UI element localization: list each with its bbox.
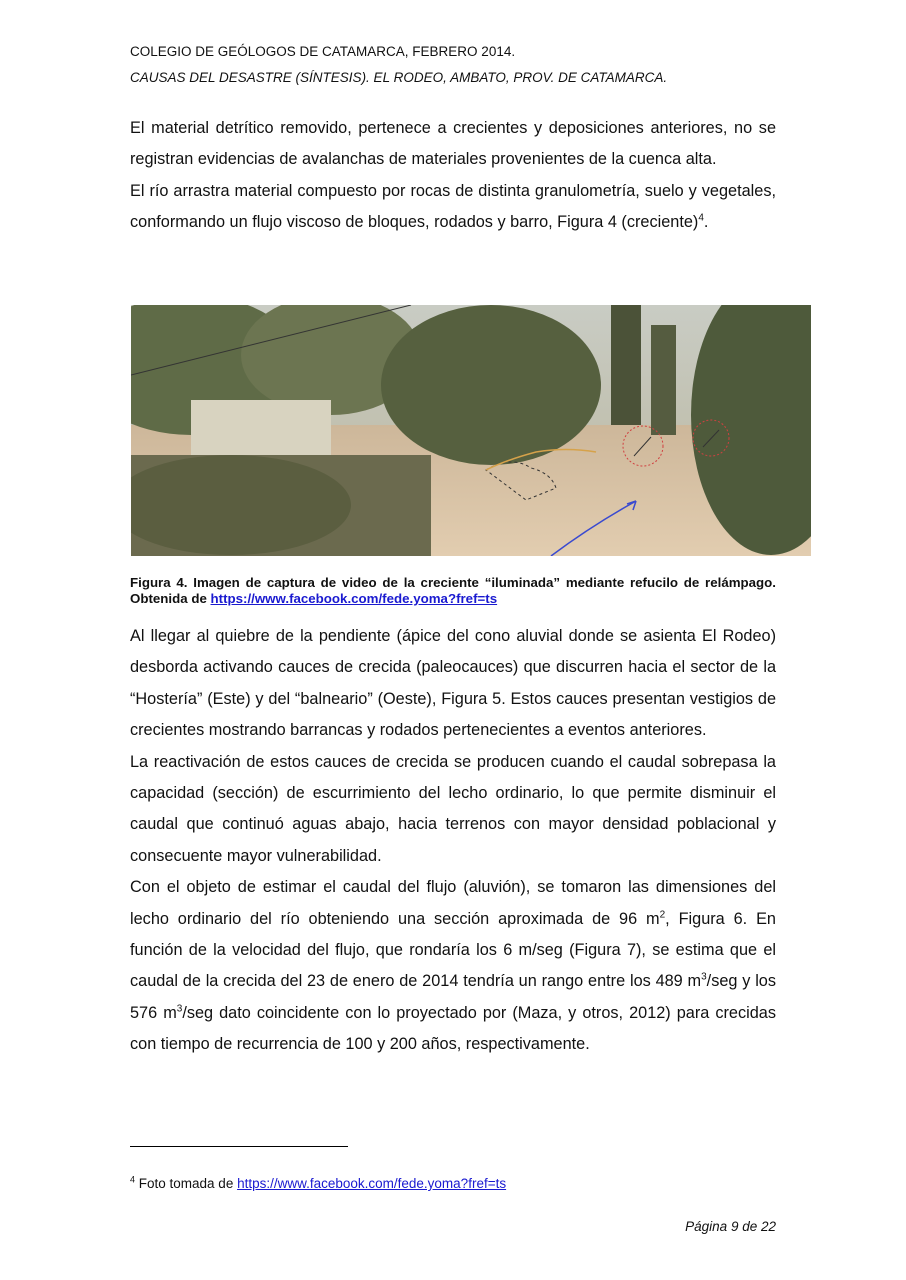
paragraph: El material detrítico removido, pertenece a crecientes y deposiciones anteriores, no se registran evidencias de avalanchas de materiales provenientes de la cuenca alta. <box>130 119 776 169</box>
text: /seg dato coincidente con lo proyectado por (Maza, y otros, 2012) para crecidas con tiempo de recurrencia de 100 y 200 años, respectivamente. <box>130 1003 776 1054</box>
header-line-1: COLEGIO DE GEÓLOGOS DE CATAMARCA, FEBRERO 2014. <box>130 44 516 59</box>
text: /seg y los 576 m <box>130 972 777 1022</box>
footnote-ref[interactable]: 4 <box>698 212 704 224</box>
footnote-separator <box>130 1146 348 1147</box>
text: El río arrastra material compuesto por rocas de distinta granulometría, suelo y vegetales, conformando un flujo viscoso de bloques, rodados y barro, Figura 4 (creciente) <box>130 181 776 232</box>
paragraph: Al llegar al quiebre de la pendiente (ápice del cono aluvial donde se asienta El Rodeo) desborda activando cauces de crecida (paleocauces) que discurren hacia el sector de la “Hostería” (Este) y del “balneario” (Oeste), Figura 5. Estos cauces presentan vestigios de crecientes mostrando barrancas y rodados pertenecientes a eventos anteriores. <box>130 627 776 740</box>
paragraph <box>130 872 776 1060</box>
header-line-2: CAUSAS DEL DESASTRE (SÍNTESIS). EL RODEO, AMBATO, PROV. DE CATAMARCA. <box>130 70 668 85</box>
caption-link[interactable]: https://www.facebook.com/fede.yoma?fref=ts <box>210 591 498 606</box>
paragraph: La reactivación de estos cauces de crecida se producen cuando el caudal sobrepasa la capacidad (sección) de escurrimiento del lecho ordinario, lo que permite disminuir el caudal que continuó aguas abajo, hacia terrenos con mayor densidad poblacional y consecuente mayor vulnerabilidad. <box>130 752 776 865</box>
superscript: 3 <box>701 972 707 984</box>
caption-text: Figura 4. Imagen de captura de video de la creciente “iluminada” mediante refucilo de relámpago. Obtenida de <box>130 575 776 606</box>
text: , Figura 6. En función de la velocidad del flujo, que rondaría los 6 m/seg (Figura 7), se estima que el caudal de la crecida del 23 de enero de 2014 tendría un rango entre los 489 m <box>130 909 776 991</box>
paragraph <box>130 176 776 239</box>
footnote-text: Foto tomada de <box>135 1176 238 1191</box>
superscript: 2 <box>659 909 666 921</box>
text: Con el objeto de estimar el caudal del flujo (aluvión), se tomaron las dimensiones del lecho ordinario del río obteniendo una sección aproximada de 96 m <box>130 878 776 928</box>
footnote-number: 4 <box>130 1174 136 1185</box>
body-text-bottom <box>130 621 776 1061</box>
body-text-top <box>130 113 776 239</box>
figure-caption <box>130 575 776 607</box>
figure-4-photo <box>131 305 811 556</box>
footnote <box>130 1176 506 1191</box>
text: . <box>703 213 709 232</box>
footnote-link[interactable]: https://www.facebook.com/fede.yoma?fref=ts <box>237 1176 507 1191</box>
superscript: 3 <box>176 1003 183 1015</box>
page-number: Página 9 de 22 <box>685 1219 776 1234</box>
